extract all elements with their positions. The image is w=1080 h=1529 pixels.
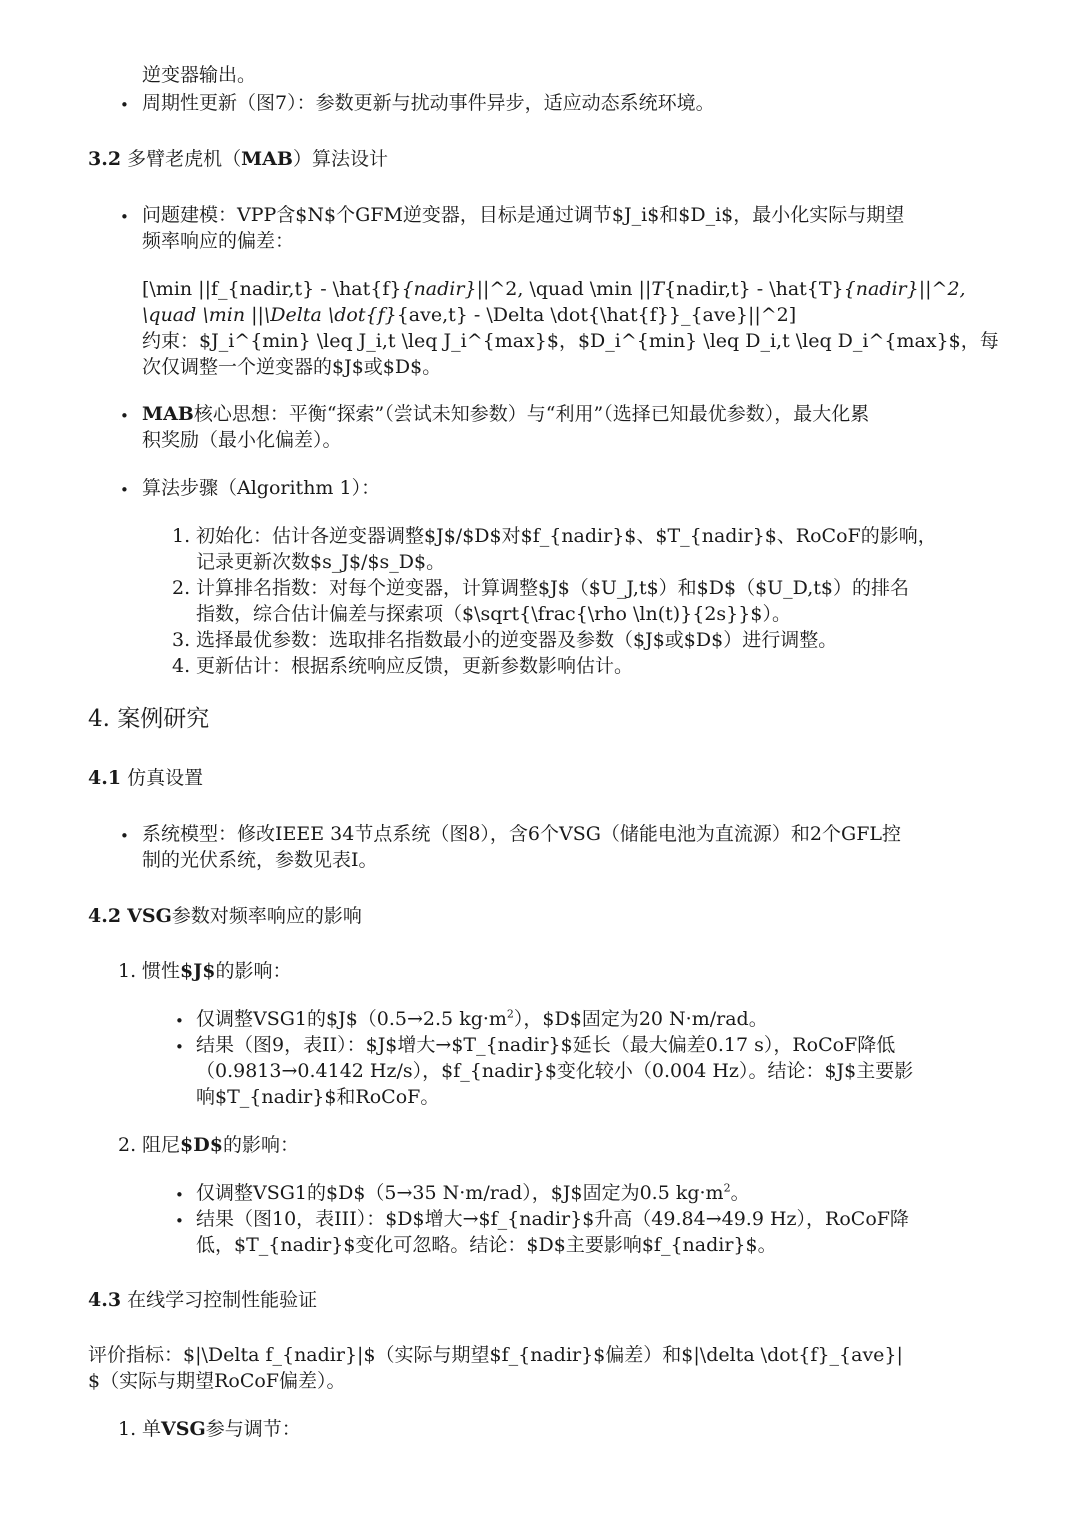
bullet-dot: • (175, 1038, 184, 1056)
algo-step-2-line-2: 指数，综合估计偏差与探索项（$\sqrt{\frac{\rho \ln(t)}{2s}}$）。 (196, 603, 791, 625)
list-number: 2. (118, 1134, 137, 1156)
list-number: 4. (172, 655, 191, 677)
mab-core-line-1: MAB核心思想：平衡“探索”（尝试未知参数）与“利用”（选择已知最优参数），最大化累 (142, 403, 870, 425)
bullet-dot: • (175, 1212, 184, 1230)
algo-step-3: 选择最优参数：选取排名指数最小的逆变器及参数（$J$或$D$）进行调整。 (196, 629, 838, 651)
list-number: 1. (118, 960, 137, 982)
algo-step-1-line-1: 初始化：估计各逆变器调整$J$/$D$对$f_{nadir}$、$T_{nadir}$、RoCoF的影响， (196, 525, 937, 547)
model-line-1: 系统模型：修改IEEE 34节点系统（图8），含6个VSG（储能电池为直流源）和2个GFL控 (142, 823, 901, 845)
inertia-bullet-2-line-3: 响$T_{nadir}$和RoCoF。 (196, 1086, 440, 1108)
formula-line-2: \quad \min ||\Delta \dot{f}{ave,t} - \Delta \dot{\hat{f}}_{ave}||^2] (142, 304, 797, 326)
inertia-bullet-1: 仅调整VSG1的$J$（0.5→2.5 $kg\cdot m^2$），$D$固定为20 N·m/rad。 (196, 1007, 768, 1030)
damping-bullet-2-line-2: 低，$T_{nadir}$变化可忽略。结论：$D$主要影响$f_{nadir}$。 (196, 1234, 777, 1256)
continuation-text: 逆变器输出。 (142, 64, 257, 86)
bullet-periodic-update: 周期性更新（图7）：参数更新与扰动事件异步，适应动态系统环境。 (142, 92, 715, 114)
bullet-dot: • (120, 96, 129, 114)
metric-line-2: $（实际与期望RoCoF偏差）。 (88, 1370, 346, 1392)
section-number: 3.2 (88, 148, 122, 170)
damping-bullet-2-line-1: 结果（图10，表III）：$D$增大→$f_{nadir}$升高（49.84→49.9 Hz），RoCoF降 (196, 1208, 909, 1230)
algorithm-title: 算法步骤（Algorithm 1）： (142, 477, 381, 499)
section-4-heading: 4. 案例研究 (88, 706, 210, 732)
problem-line-2: 频率响应的偏差： (142, 230, 295, 252)
damping-heading: 阻尼$D$的影响： (142, 1134, 299, 1156)
algo-step-2-line-1: 计算排名指数：对每个逆变器，计算调整$J$（$U_J,t$）和$D$（$U_D,t$）的排名 (196, 577, 909, 599)
list-number: 1. (118, 1418, 137, 1440)
metric-line-1: 评价指标：$|\Delta f_{nadir}|$（实际与期望$f_{nadir}$偏差）和$|\delta \dot{f}_{ave}| (88, 1344, 903, 1366)
constraint-line-1: 约束：$J_i^{min} \leq J_i,t \leq J_i^{max}$，$D_i^{min} \leq D_i,t \leq D_i^{max}$，每 (142, 330, 999, 352)
model-line-2: 制的光伏系统，参数见表I。 (142, 849, 378, 871)
inertia-bullet-2-line-2: （0.9813→0.4142 Hz/s），$f_{nadir}$变化较小（0.004 Hz）。结论：$J$主要影 (196, 1060, 914, 1082)
section-4-3-heading: 4.3 在线学习控制性能验证 (88, 1289, 318, 1311)
mab-core-line-2: 积奖励（最小化偏差）。 (142, 429, 342, 451)
section-4-2-heading: 4.2 VSG参数对频率响应的影响 (88, 905, 362, 927)
section-4-1-heading: 4.1 仿真设置 (88, 767, 204, 789)
algo-step-4: 更新估计：根据系统响应反馈，更新参数影响估计。 (196, 655, 634, 677)
bullet-dot: • (175, 1186, 184, 1204)
bullet-dot: • (175, 1012, 184, 1030)
bullet-dot: • (120, 407, 129, 425)
problem-line-1: 问题建模：VPP含$N$个GFM逆变器，目标是通过调节$J_i$和$D_i$，最小化实际与期望 (142, 204, 905, 226)
damping-bullet-1: 仅调整VSG1的$D$（5→35 N·m/rad），$J$固定为0.5 $kg\cdot m^2$。 (196, 1181, 750, 1204)
list-number: 2. (172, 577, 191, 599)
bullet-dot: • (120, 827, 129, 845)
constraint-line-2: 次仅调整一个逆变器的$J$或$D$。 (142, 356, 442, 378)
single-vsg-heading: 单VSG参与调节： (142, 1418, 301, 1440)
bullet-dot: • (120, 208, 129, 226)
algo-step-1-line-2: 记录更新次数$s_J$/$s_D$。 (196, 551, 446, 573)
bullet-dot: • (120, 481, 129, 499)
inertia-heading: 惯性$J$的影响： (142, 960, 292, 982)
formula-line-1: [\min ||f_{nadir,t} - \hat{f}{nadir}||^2, \quad \min ||T{nadir,t} - \hat{T}{nadir}||^2, (142, 278, 966, 300)
section-3-2-heading: 3.2 多臂老虎机（MAB）算法设计 (88, 148, 388, 170)
inertia-bullet-2-line-1: 结果（图9，表II）：$J$增大→$T_{nadir}$延长（最大偏差0.17 s），RoCoF降低 (196, 1034, 896, 1056)
list-number: 3. (172, 629, 191, 651)
list-number: 1. (172, 525, 191, 547)
